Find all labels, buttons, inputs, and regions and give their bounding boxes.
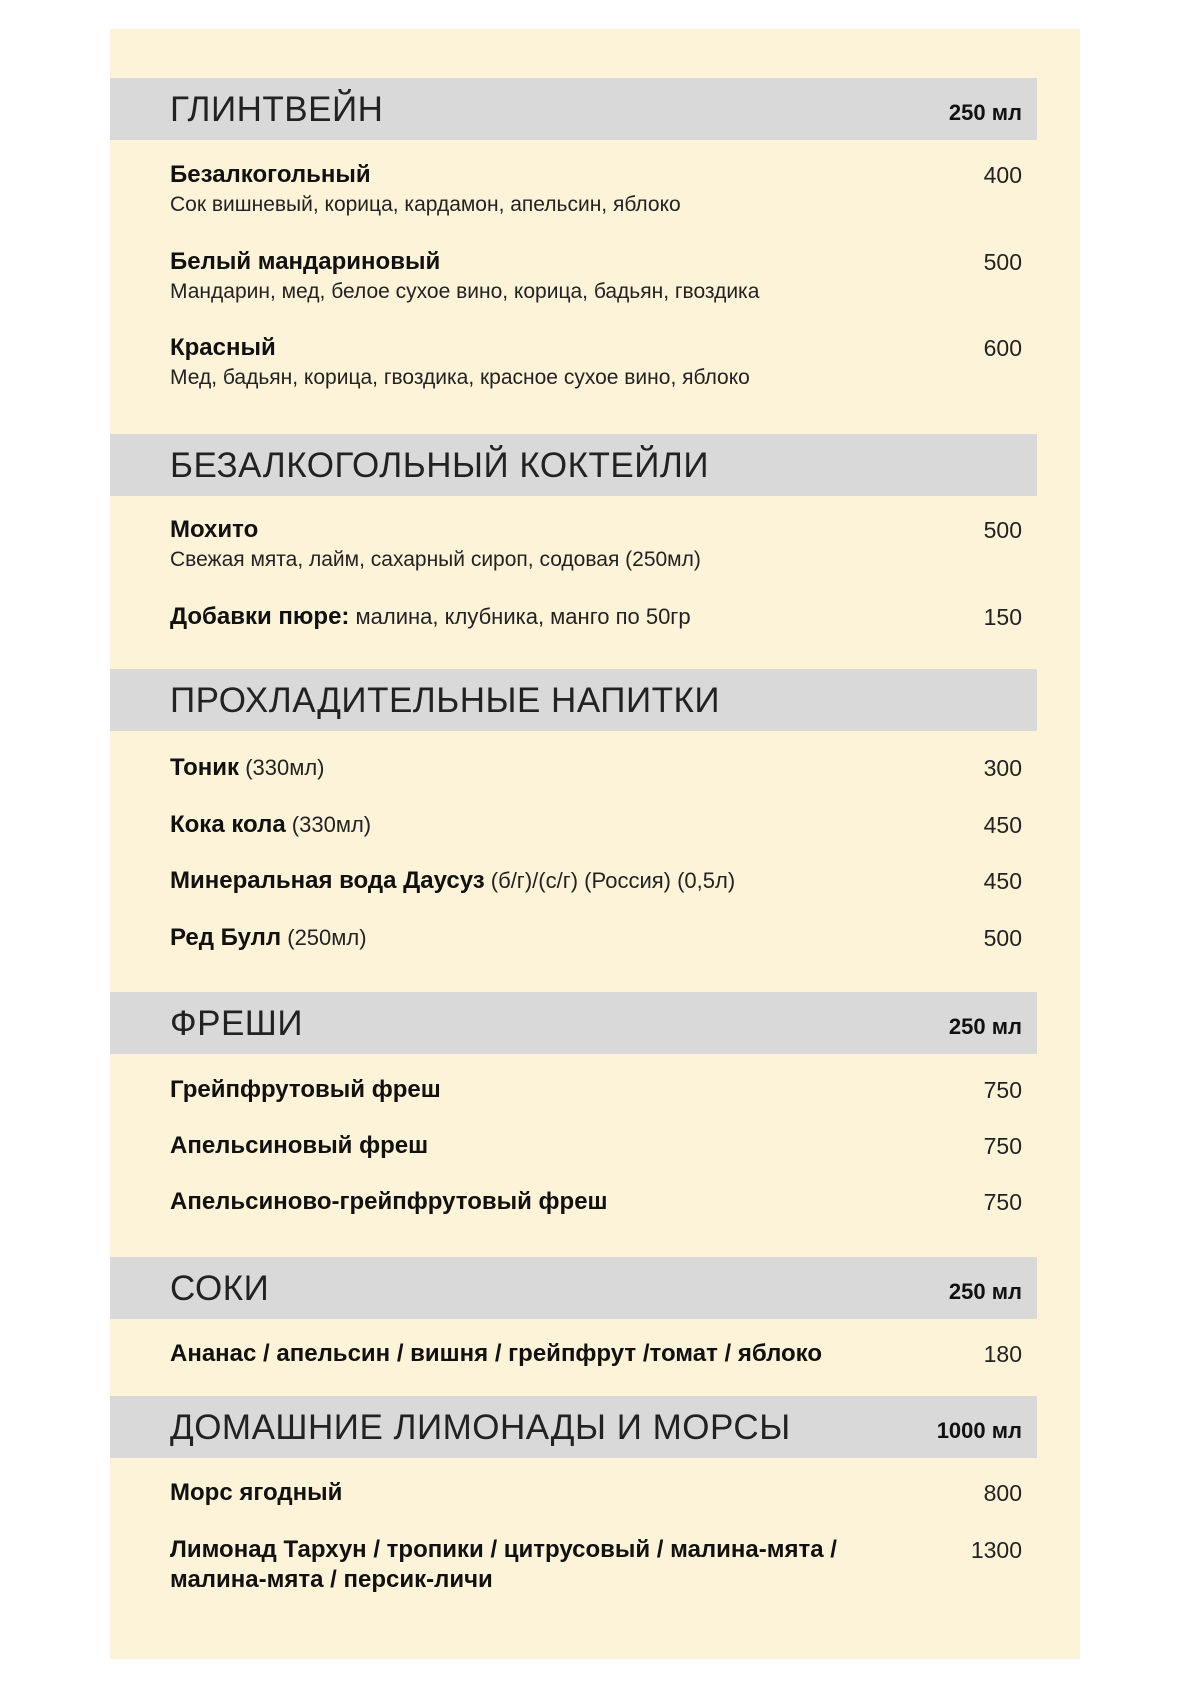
menu-item (170, 1535, 1022, 1595)
item-name-text: Добавки пюре: (170, 603, 350, 630)
item-description: Сок вишневый, корица, кардамон, апельсин, яблоко (170, 193, 681, 216)
menu-item (170, 247, 1022, 307)
item-price: 180 (983, 1341, 1022, 1367)
menu-item (170, 515, 1022, 575)
item-note: (б/г)/(с/г) (Россия) (0,5л) (484, 868, 736, 893)
section-volume: 1000 мл (936, 1418, 1022, 1443)
menu-item (170, 866, 1022, 896)
menu-item (170, 1339, 1022, 1369)
item-price: 500 (983, 925, 1022, 951)
section-volume: 250 мл (948, 100, 1022, 125)
menu-item (170, 160, 1022, 220)
item-note: (250мл) (281, 925, 367, 950)
item-price: 450 (983, 812, 1022, 838)
item-name-text: Тоник (170, 754, 240, 781)
item-name (170, 810, 1022, 840)
item-name: Белый мандариновый (170, 248, 441, 275)
item-price: 750 (983, 1189, 1022, 1215)
item-description: Мандарин, мед, белое сухое вино, корица, бадьян, гвоздика (170, 280, 760, 303)
section-header-soft-drinks (110, 669, 1037, 731)
item-name: Безалкогольный (170, 161, 371, 188)
menu-item (170, 810, 1022, 840)
item-name-text: Кока кола (170, 811, 286, 838)
item-name (170, 923, 1022, 953)
section-title: ГЛИНТВЕЙН (170, 90, 384, 129)
item-name: Ананас / апельсин / вишня / грейпфрут /томат / яблоко (170, 1340, 823, 1367)
item-price: 150 (983, 604, 1022, 630)
item-name: Морс ягодный (170, 1479, 343, 1506)
menu-item (170, 753, 1022, 783)
section-header-mocktails (110, 434, 1037, 496)
item-price: 400 (983, 162, 1022, 188)
section-volume: 250 мл (948, 1279, 1022, 1304)
item-name: Красный (170, 334, 276, 361)
menu-item (170, 1478, 1022, 1508)
item-note: (330мл) (239, 755, 325, 780)
menu-item (170, 1075, 1022, 1105)
item-name: Грейпфрутовый фреш (170, 1076, 441, 1103)
item-price: 750 (983, 1133, 1022, 1159)
item-name-text: Минеральная вода Даусуз (170, 867, 485, 894)
item-name (170, 866, 1022, 896)
item-price: 500 (983, 517, 1022, 543)
item-name: Мохито (170, 516, 259, 543)
item-description: Мед, бадьян, корица, гвоздика, красное сухое вино, яблоко (170, 366, 750, 389)
menu-item (170, 602, 1022, 632)
item-name: Апельсиново-грейпфрутовый фреш (170, 1188, 608, 1215)
section-header-juices (110, 1257, 1037, 1319)
section-header-fresh-juices (110, 992, 1037, 1054)
section-volume: 250 мл (948, 1014, 1022, 1039)
section-title: ПРОХЛАДИТЕЛЬНЫЕ НАПИТКИ (170, 681, 721, 720)
item-name: Апельсиновый фреш (170, 1132, 429, 1159)
item-name-text: Ред Булл (170, 924, 282, 951)
item-price: 750 (983, 1077, 1022, 1103)
item-note: малина, клубника, манго по 50гр (349, 604, 691, 629)
menu-item (170, 1131, 1022, 1161)
section-title: СОКИ (170, 1269, 270, 1308)
section-header-lemonades (110, 1396, 1037, 1458)
section-title: ФРЕШИ (170, 1004, 304, 1043)
item-price: 450 (983, 868, 1022, 894)
menu-item (170, 1187, 1022, 1217)
section-title: ДОМАШНИЕ ЛИМОНАДЫ И МОРСЫ (170, 1408, 791, 1447)
section-header-mulled-wine (110, 78, 1037, 140)
item-price: 300 (983, 755, 1022, 781)
item-description: Свежая мята, лайм, сахарный сироп, содовая (250мл) (170, 548, 701, 571)
item-price: 800 (983, 1480, 1022, 1506)
menu-item (170, 923, 1022, 953)
section-title: БЕЗАЛКОГОЛЬНЫЙ КОКТЕЙЛИ (170, 446, 709, 485)
item-name (170, 602, 1022, 632)
item-name (170, 753, 1022, 783)
item-note: (330мл) (285, 812, 372, 837)
item-price: 1300 (970, 1537, 1022, 1563)
item-price: 500 (983, 249, 1022, 275)
item-name: Лимонад Тархун / тропики / цитрусовый / малина-мята / малина-мята / персик-личи (170, 1536, 837, 1593)
menu-page (110, 29, 1080, 1659)
menu-item (170, 333, 1022, 393)
item-price: 600 (983, 335, 1022, 361)
